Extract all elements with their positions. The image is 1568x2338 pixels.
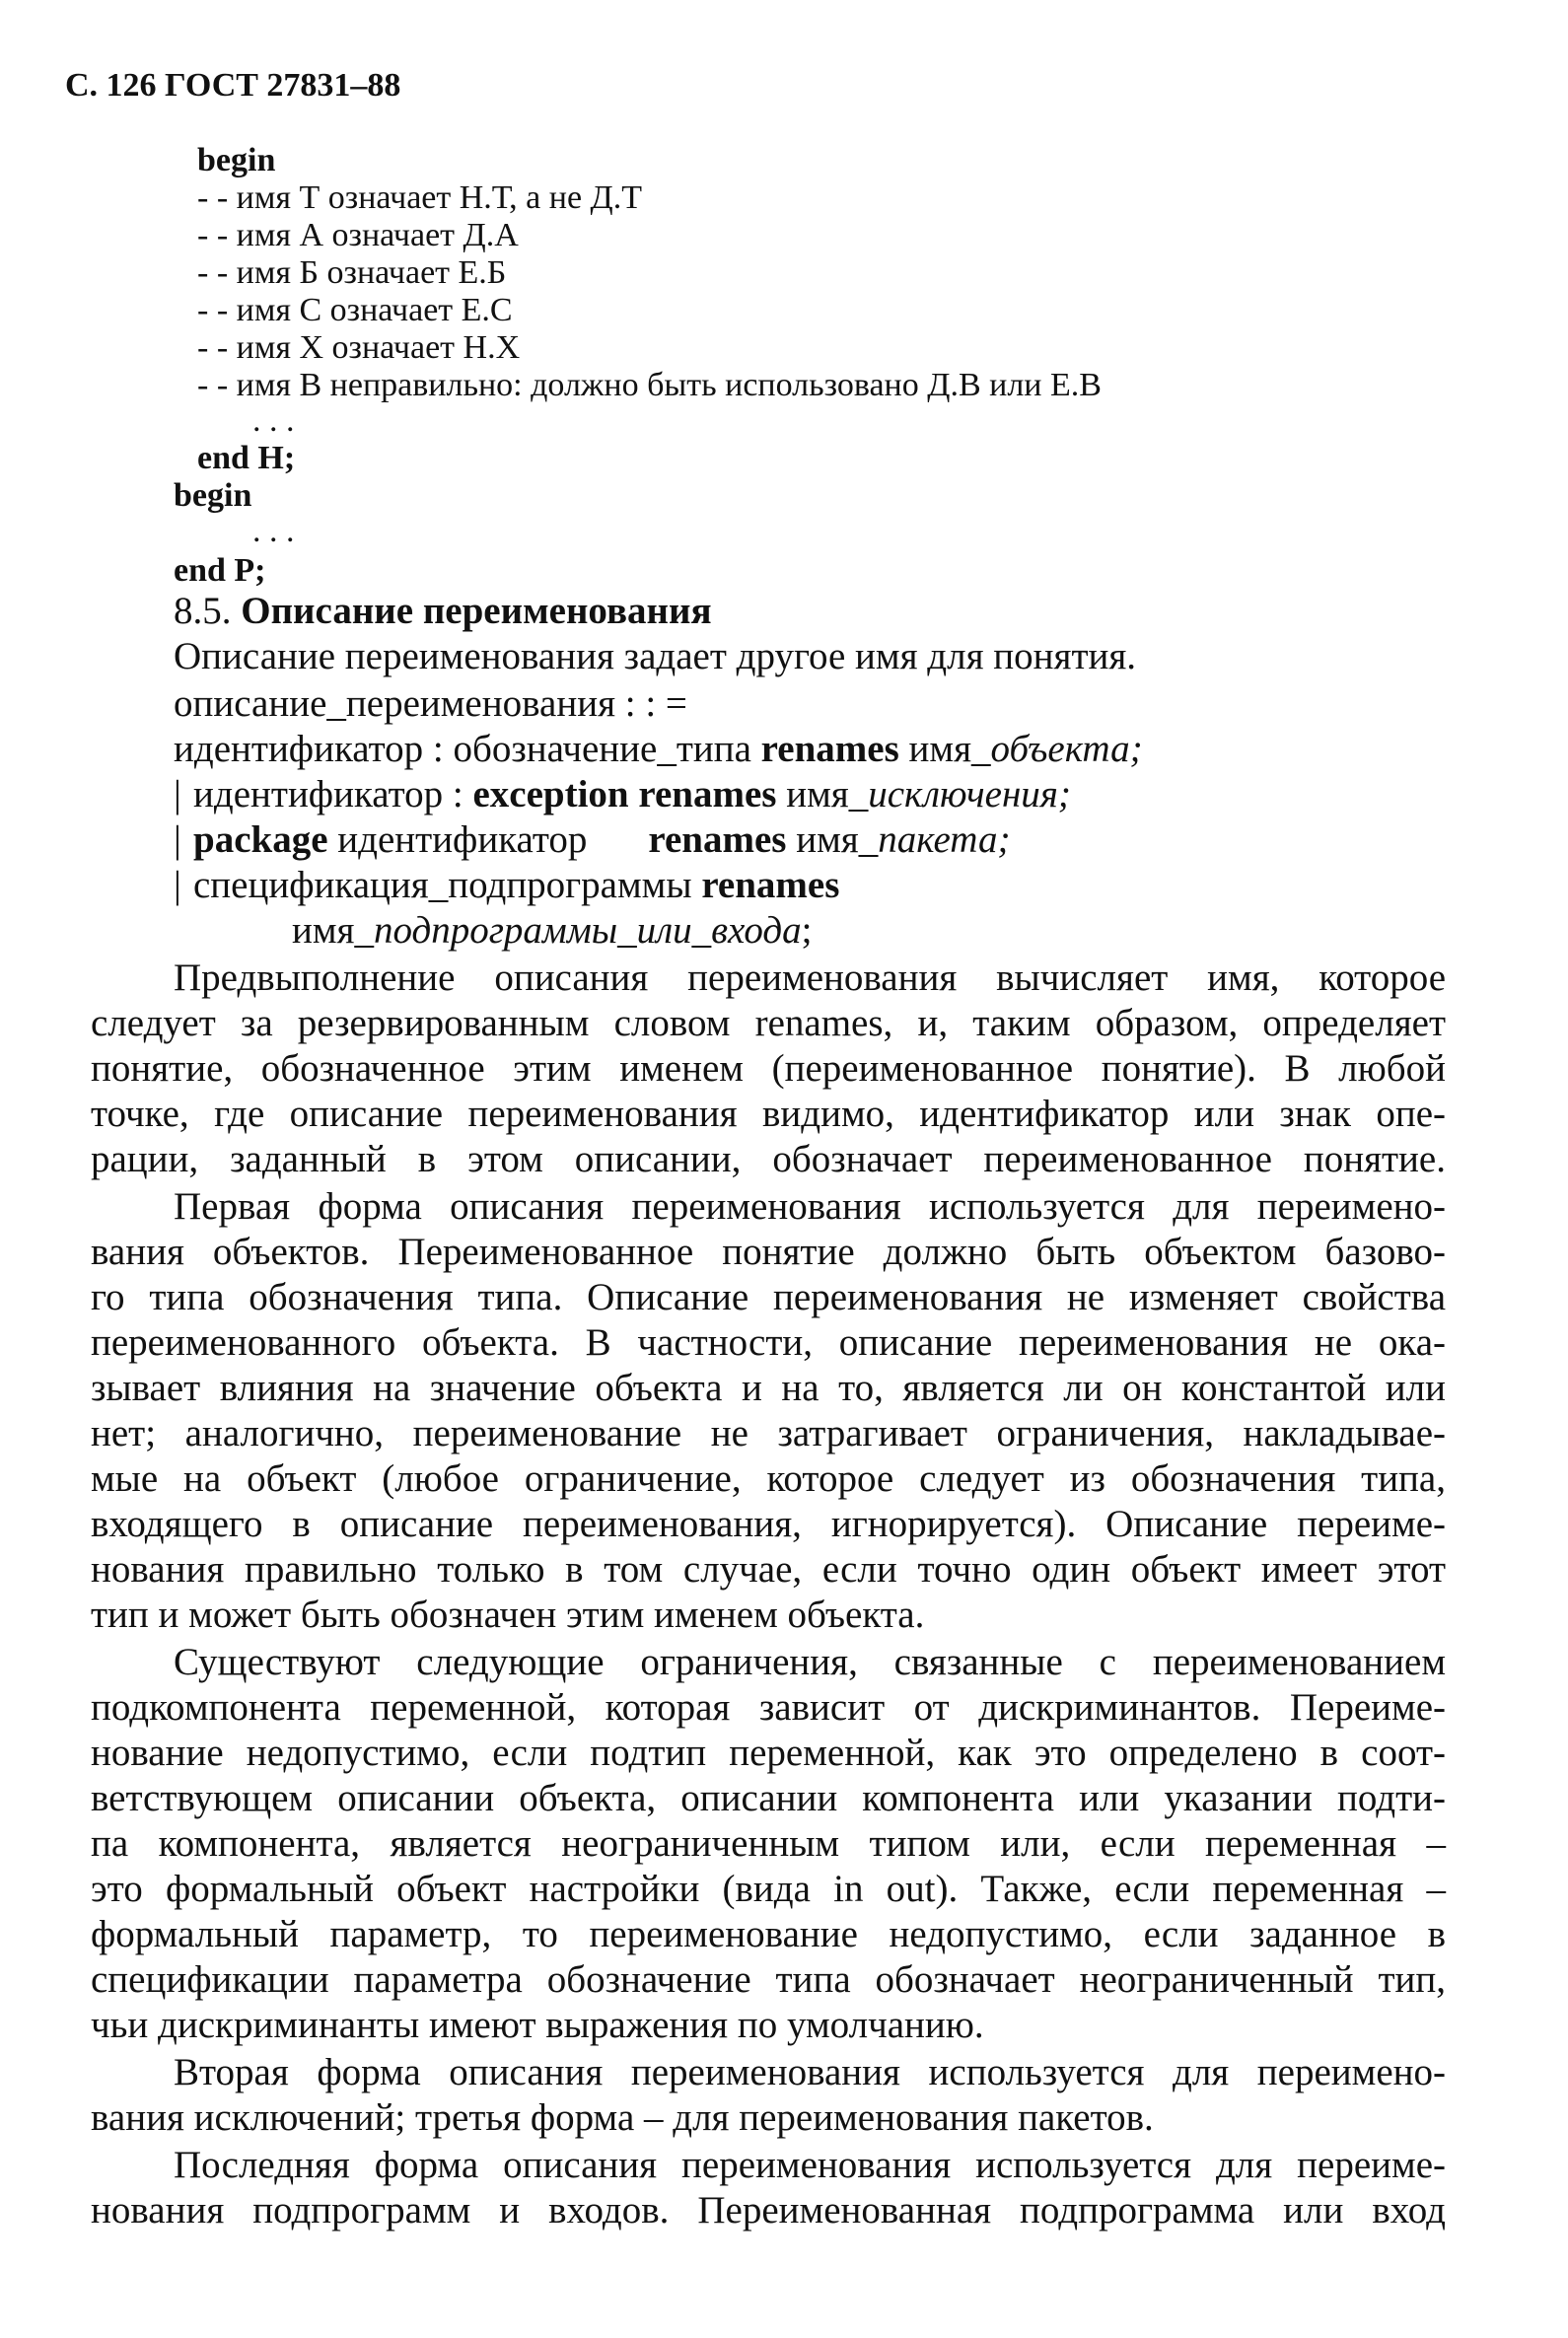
section-title: Описание переименования (241, 590, 712, 632)
syntax-line: идентификатор : обозначение_типа renames имя_объекта; (174, 728, 1143, 770)
paragraph-line: Существуют следующие ограничения, связанные с переименованием (174, 1641, 1446, 1683)
keyword-package: package (193, 818, 328, 861)
paragraph-line: мые на объект (любое ограничение, которое следует из обозначения типа, (91, 1457, 1446, 1500)
definition-line: Описание переименования задает другое имя для понятия. (174, 635, 1137, 677)
keyword-renames: renames (638, 773, 777, 815)
code-end-p: end P; (174, 552, 266, 589)
paragraph-line: чьи дискриминанты имеют выражения по умолчанию. (91, 2004, 984, 2046)
paragraph-line: входящего в описание переименования, игнорируется). Описание переиме- (91, 1503, 1446, 1545)
keyword-renames: renames (701, 864, 840, 906)
syntax-line: имя_подпрограммы_или_входа; (292, 909, 813, 952)
syntax-line: | package идентификатор renames имя_пакета; (174, 818, 1011, 861)
code-begin: begin (197, 142, 276, 178)
paragraph-line: рации, заданный в этом описании, обозначает переименованное понятие. (91, 1138, 1446, 1180)
code-end-h: end H; (197, 440, 296, 476)
paragraph-line: Предвыполнение описания переименования вычисляет имя, которое (174, 956, 1446, 999)
syntax-line: | идентификатор : exception renames имя_исключения; (174, 773, 1071, 815)
paragraph-line: Вторая форма описания переименования используется для переимено- (174, 2051, 1446, 2093)
keyword-renames: renames (760, 728, 899, 770)
keyword-renames: renames (648, 818, 787, 861)
paragraph-line: нование недопустимо, если подтип переменной, как это определено в соот- (91, 1732, 1446, 1774)
keyword-exception: exception (472, 773, 629, 815)
paragraph-line: тип и может быть обозначен этим именем объекта. (91, 1594, 925, 1636)
paragraph-line: это формальный объект настройки (вида in out). Также, если переменная – (91, 1868, 1446, 1910)
paragraph-line: нет; аналогично, переименование не затрагивает ограничения, накладывае- (91, 1412, 1446, 1454)
code-comment: - - имя С означает Е.С (197, 292, 513, 328)
paragraph-line: го типа обозначения типа. Описание переименования не изменяет свойства (91, 1276, 1446, 1318)
paragraph-line: Последняя форма описания переименования используется для переиме- (174, 2144, 1446, 2186)
syntax-head: описание_переименования : : = (174, 682, 687, 725)
paragraph-line: следует за резервированным словом renames, и, таким образом, определяет (91, 1002, 1446, 1044)
code-comment: - - имя Т означает Н.Т, а не Д.Т (197, 179, 643, 216)
code-ellipsis: . . . (252, 402, 295, 439)
code-comment: - - имя Х означает Н.Х (197, 329, 521, 366)
section-heading (174, 592, 712, 630)
section-number: 8.5. (174, 590, 232, 632)
paragraph-line: Первая форма описания переименования используется для переимено- (174, 1185, 1446, 1228)
paragraph-line: формальный параметр, то переименование недопустимо, если заданное в (91, 1913, 1446, 1955)
code-comment: - - имя А означает Д.А (197, 217, 519, 253)
page-header: С. 126 ГОСТ 27831–88 (65, 67, 401, 104)
paragraph-line: нования подпрограмм и входов. Переименованная подпрограмма или вход (91, 2189, 1446, 2232)
paragraph-line: вания исключений; третья форма – для переименования пакетов. (91, 2096, 1154, 2139)
paragraph-line: нования правильно только в том случае, если точно один объект имеет этот (91, 1548, 1446, 1591)
paragraph-line: спецификации параметра обозначение типа обозначает неограниченный тип, (91, 1958, 1446, 2001)
paragraph-line: точке, где описание переименования видимо, идентификатор или знак опе- (91, 1093, 1446, 1135)
code-ellipsis: . . . (252, 513, 295, 549)
paragraph-line: переименованного объекта. В частности, описание переименования не ока- (91, 1321, 1446, 1364)
paragraph-line: зывает влияния на значение объекта и на то, является ли он константой или (91, 1367, 1446, 1409)
code-comment: - - имя В неправильно: должно быть использовано Д.В или Е.В (197, 367, 1102, 403)
code-comment: - - имя Б означает Е.Б (197, 254, 507, 291)
paragraph-line: понятие, обозначенное этим именем (переименованное понятие). В любой (91, 1047, 1446, 1090)
paragraph-line: подкомпонента переменной, которая зависит от дискриминантов. Переиме- (91, 1686, 1446, 1729)
paragraph-line: па компонента, является неограниченным типом или, если переменная – (91, 1822, 1446, 1865)
paragraph-line: вания объектов. Переименованное понятие должно быть объектом базово- (91, 1231, 1446, 1273)
paragraph-line: ветствующем описании объекта, описании компонента или указании подти- (91, 1777, 1446, 1819)
syntax-line: | спецификация_подпрограммы renames (174, 864, 840, 906)
code-begin: begin (174, 477, 252, 514)
